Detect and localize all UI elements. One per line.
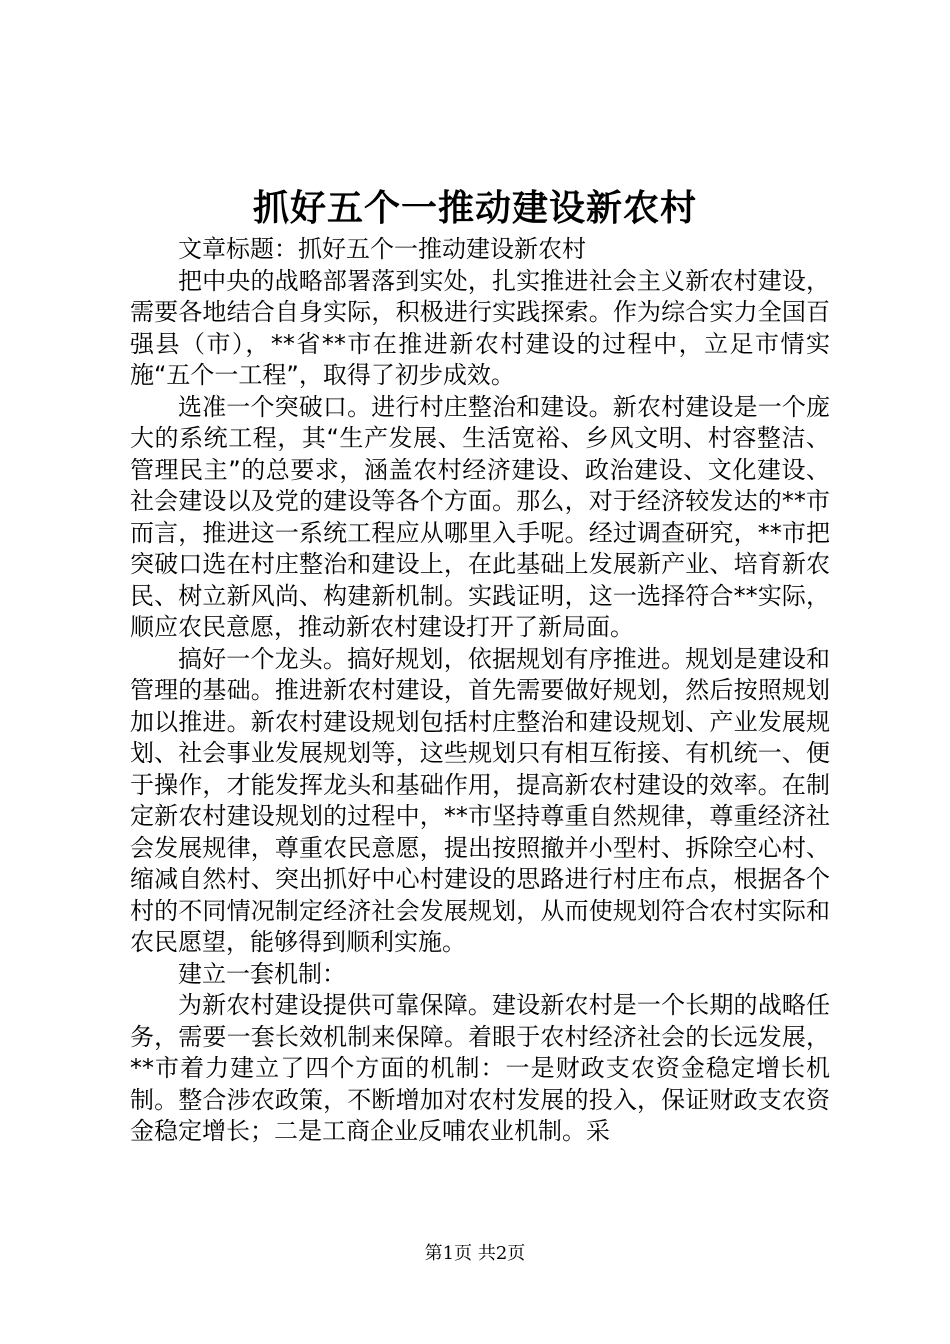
paragraph-mechanism-heading: 建立一套机制： <box>178 959 346 988</box>
document-title: 抓好五个一推动建设新农村 <box>252 187 697 229</box>
paragraph-breakthrough: 选准一个突破口。进行村庄整治和建设。新农村建设是一个庞大的系统工程，其“生产发展、生活宽裕、乡风文明、村容整洁、管理民主”的总要求，涵盖农村经济建设、政治建设、文化建设、社会建设以及党的建设等各个方面。那么，对于经济较发达的**市而言，推进这一系统工程应从哪里入手呢。经过调查研究，**市把突破口选在村庄整治和建设上，在此基础上发展新产业、培育新农民、树立新风尚、构建新机制。实践证明，这一选择符合**实际，顺应农民意愿，推动新农村建设打开了新局面。 <box>130 392 830 641</box>
paragraph-article-title: 文章标题：抓好五个一推动建设新农村 <box>178 235 586 263</box>
document-body <box>130 234 830 1148</box>
paragraph-planning: 搞好一个龙头。搞好规划，依据规划有序推进。规划是建设和管理的基础。推进新农村建设，首先需要做好规划，然后按照规划加以推进。新农村建设规划包括村庄整治和建设规划、产业发展规划、社会事业发展规划等，这些规划只有相互衔接、有机统一、便于操作，才能发挥龙头和基础作用，提高新农村建设的效率。在制定新农村建设规划的过程中，**市坚持尊重自然规律，尊重经济社会发展规律，尊重农民意愿，提出按照撤并小型村、拆除空心村、缩减自然村、突出抓好中心村建设的思路进行村庄布点，根据各个村的不同情况制定经济社会发展规划，从而使规划符合农村实际和农民愿望，能够得到顺利实施。 <box>130 644 830 956</box>
page-number-footer: 第1页 共2页 <box>424 1243 526 1264</box>
paragraph-mechanism: 为新农村建设提供可靠保障。建设新农村是一个长期的战略任务，需要一套长效机制来保障。着眼于农村经济社会的长远发展，**市着力建立了四个方面的机制：一是财政支农资金稳定增长机制。整合涉农政策，不断增加对农村发展的投入，保证财政支农资金稳定增长；二是工商企业反哺农业机制。采 <box>130 991 830 1145</box>
paragraph-intro: 把中央的战略部署落到实处，扎实推进社会主义新农村建设，需要各地结合自身实际，积极进行实践探索。作为综合实力全国百强县（市），**省**市在推进新农村建设的过程中，立足市情实施“五个一工程”，取得了初步成效。 <box>130 266 830 389</box>
